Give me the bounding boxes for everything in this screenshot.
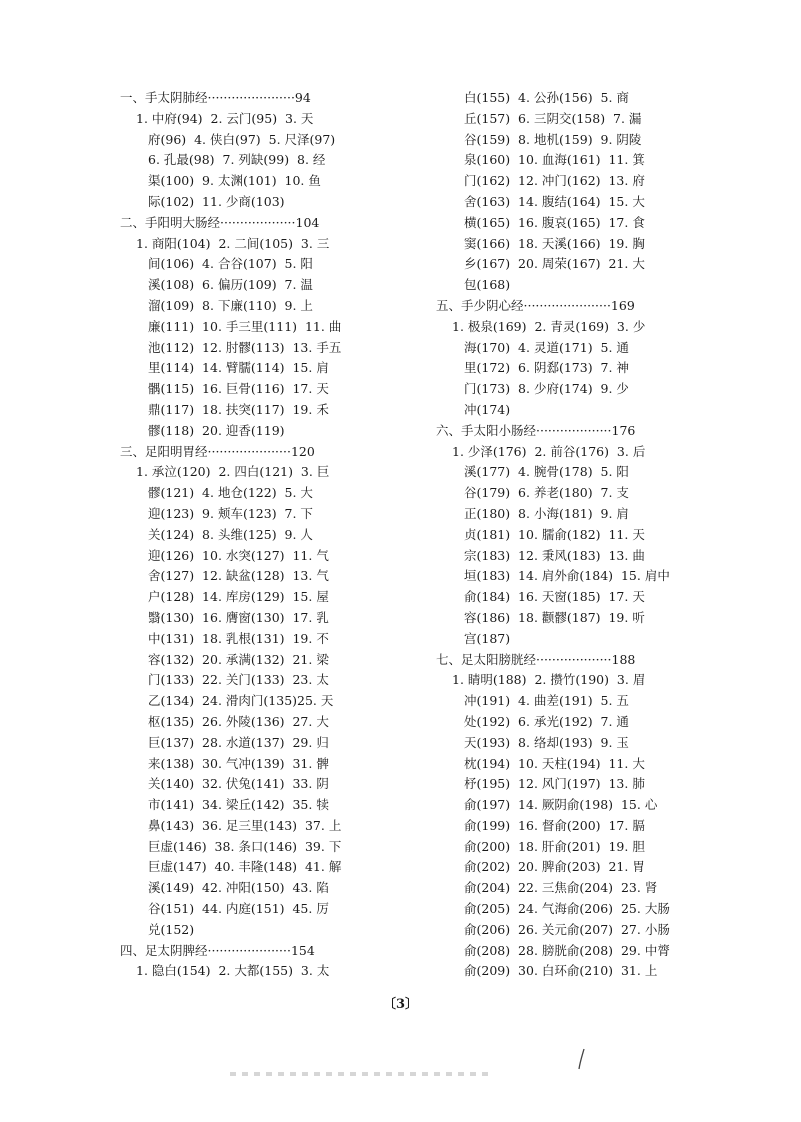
toc-line: 6. 孔最(98) 7. 列缺(99) 8. 经 (148, 152, 326, 168)
toc-line: 际(102) 11. 少商(103) (148, 193, 285, 209)
toc-line: 丘(157) 6. 三阴交(158) 7. 漏 (464, 110, 642, 126)
toc-line: 谷(179) 6. 养老(180) 7. 支 (464, 485, 629, 501)
toc-line: 俞(204) 22. 三焦俞(204) 23. 肾 (464, 880, 658, 896)
toc-line: 关(124) 8. 头维(125) 9. 人 (148, 526, 313, 542)
toc-line: 溪(177) 4. 腕骨(178) 5. 阳 (464, 464, 629, 480)
toc-line: 髎(121) 4. 地仓(122) 5. 大 (148, 485, 313, 501)
toc-line: 包(168) (464, 277, 511, 293)
toc-line: 冲(174) (464, 401, 511, 417)
section-heading: 一、手太阴肺经······················94 (120, 90, 311, 105)
toc-line: 关(140) 32. 伏兔(141) 33. 阴 (148, 776, 329, 792)
scan-noise (230, 1072, 490, 1076)
toc-line: 俞(205) 24. 气海俞(206) 25. 大肠 (464, 901, 670, 917)
toc-line: 俞(209) 30. 白环俞(210) 31. 上 (464, 963, 658, 979)
toc-line: 溜(109) 8. 下廉(110) 9. 上 (148, 297, 313, 313)
toc-line: 冲(191) 4. 曲差(191) 5. 五 (464, 693, 629, 709)
toc-line: 髃(115) 16. 巨骨(116) 17. 天 (148, 381, 329, 397)
toc-line: 垣(183) 14. 肩外俞(184) 15. 肩中 (464, 568, 670, 584)
toc-line: 枢(135) 26. 外陵(136) 27. 大 (148, 713, 329, 729)
toc-line: 市(141) 34. 梁丘(142) 35. 犊 (148, 797, 329, 813)
toc-line: 宗(183) 12. 秉风(183) 13. 曲 (464, 547, 645, 563)
toc-line: 乙(134) 24. 滑肉门(135)25. 天 (148, 693, 334, 709)
toc-line: 天(193) 8. 络却(193) 9. 玉 (464, 734, 629, 750)
toc-line: 正(180) 8. 小海(181) 9. 肩 (464, 505, 629, 521)
toc-line: 门(173) 8. 少府(174) 9. 少 (464, 381, 629, 397)
toc-line: 间(106) 4. 合谷(107) 5. 阳 (148, 256, 313, 272)
toc-line: 廉(111) 10. 手三里(111) 11. 曲 (148, 318, 342, 334)
toc-line: 枕(194) 10. 天柱(194) 11. 大 (464, 755, 645, 771)
toc-line: 俞(202) 20. 脾俞(203) 21. 胃 (464, 859, 645, 875)
section-heading: 七、足太阳膀胱经···················188 (436, 651, 636, 667)
toc-line: 门(133) 22. 关门(133) 23. 太 (148, 672, 329, 688)
toc-line: 1. 承泣(120) 2. 四白(121) 3. 巨 (136, 464, 330, 480)
toc-line: 俞(197) 14. 厥阴俞(198) 15. 心 (464, 797, 658, 813)
toc-line: 1. 隐白(154) 2. 大都(155) 3. 太 (136, 963, 330, 979)
toc-line: 鼎(117) 18. 扶突(117) 19. 禾 (148, 401, 329, 417)
toc-line: 谷(159) 8. 地机(159) 9. 阴陵 (464, 131, 642, 147)
section-heading: 四、足太阴脾经·····················154 (120, 942, 315, 958)
section-heading: 三、足阳明胃经·····················120 (120, 443, 315, 459)
toc-line: 1. 中府(94) 2. 云门(95) 3. 天 (136, 110, 314, 126)
toc-line: 中(131) 18. 乳根(131) 19. 不 (148, 630, 329, 646)
toc-line: 舍(163) 14. 腹结(164) 15. 大 (464, 193, 645, 209)
toc-line: 1. 商阳(104) 2. 二间(105) 3. 三 (136, 235, 330, 251)
toc-line: 巨(137) 28. 水道(137) 29. 归 (148, 734, 329, 750)
toc-line: 来(138) 30. 气冲(139) 31. 髀 (148, 755, 329, 771)
toc-line: 巨虚(146) 38. 条口(146) 39. 下 (148, 838, 342, 854)
toc-line: 池(112) 12. 肘髎(113) 13. 手五 (148, 339, 342, 355)
toc-line: 俞(200) 18. 肝俞(201) 19. 胆 (464, 838, 645, 854)
toc-line: 兑(152) (148, 921, 195, 937)
toc-line: 迎(123) 9. 颊车(123) 7. 下 (148, 505, 313, 521)
toc-line: 渠(100) 9. 太渊(101) 10. 鱼 (148, 173, 321, 189)
toc-line: 泉(160) 10. 血海(161) 11. 箕 (464, 152, 645, 168)
toc-line: 门(162) 12. 冲门(162) 13. 府 (464, 173, 645, 189)
toc-line: 翳(130) 16. 膺窗(130) 17. 乳 (148, 609, 329, 625)
toc-line: 处(192) 6. 承光(192) 7. 通 (464, 713, 629, 729)
toc-line: 里(172) 6. 阴郄(173) 7. 神 (464, 360, 629, 376)
toc-line: 溪(108) 6. 偏历(109) 7. 温 (148, 277, 313, 293)
toc-line: 乡(167) 20. 周荣(167) 21. 大 (464, 256, 645, 272)
toc-line: 贞(181) 10. 臑俞(182) 11. 天 (464, 526, 645, 542)
toc-line: 谷(151) 44. 内庭(151) 45. 厉 (148, 901, 329, 917)
toc-line: 1. 少泽(176) 2. 前谷(176) 3. 后 (452, 443, 646, 459)
toc-line: 海(170) 4. 灵道(171) 5. 通 (464, 339, 629, 355)
toc-line: 白(155) 4. 公孙(156) 5. 商 (464, 90, 629, 105)
toc-line: 巨虚(147) 40. 丰隆(148) 41. 解 (148, 859, 342, 875)
section-heading: 六、手太阳小肠经···················176 (436, 422, 636, 438)
page-number: 〔3〕 (382, 997, 419, 1012)
section-heading: 二、手阳明大肠经···················104 (120, 214, 320, 230)
right-column (436, 88, 766, 982)
toc-line: 容(186) 18. 颧髎(187) 19. 听 (464, 609, 645, 625)
toc-line: 容(132) 20. 承满(132) 21. 梁 (148, 651, 329, 667)
toc-line: 横(165) 16. 腹哀(165) 17. 食 (464, 214, 645, 230)
toc-line: 舍(127) 12. 缺盆(128) 13. 气 (148, 568, 329, 584)
toc-line: 俞(184) 16. 天窗(185) 17. 天 (464, 589, 645, 605)
toc-line: 户(128) 14. 库房(129) 15. 屋 (148, 589, 329, 605)
toc-line: 杼(195) 12. 风门(197) 13. 肺 (464, 776, 645, 792)
toc-line: 里(114) 14. 臂臑(114) 15. 肩 (148, 360, 329, 376)
toc-line: 1. 睛明(188) 2. 攒竹(190) 3. 眉 (452, 672, 646, 688)
section-heading: 五、手少阴心经······················169 (436, 297, 635, 313)
toc-line: 俞(206) 26. 关元俞(207) 27. 小肠 (464, 921, 670, 937)
toc-line: 俞(208) 28. 膀胱俞(208) 29. 中膂 (464, 942, 670, 958)
toc-line: 俞(199) 16. 督俞(200) 17. 膈 (464, 817, 645, 833)
toc-line: 髎(118) 20. 迎香(119) (148, 422, 285, 438)
toc-line: 1. 极泉(169) 2. 青灵(169) 3. 少 (452, 318, 646, 334)
pen-mark-icon (575, 1048, 589, 1070)
toc-line: 府(96) 4. 侠白(97) 5. 尺泽(97) (148, 131, 336, 147)
toc-line: 窦(166) 18. 天溪(166) 19. 胸 (464, 235, 645, 251)
pen-mark (575, 1048, 589, 1074)
toc-line: 宫(187) (464, 630, 511, 646)
left-column (120, 88, 450, 982)
toc-line: 迎(126) 10. 水突(127) 11. 气 (148, 547, 329, 563)
toc-line: 溪(149) 42. 冲阳(150) 43. 陷 (148, 880, 329, 896)
toc-line: 鼻(143) 36. 足三里(143) 37. 上 (148, 817, 342, 833)
